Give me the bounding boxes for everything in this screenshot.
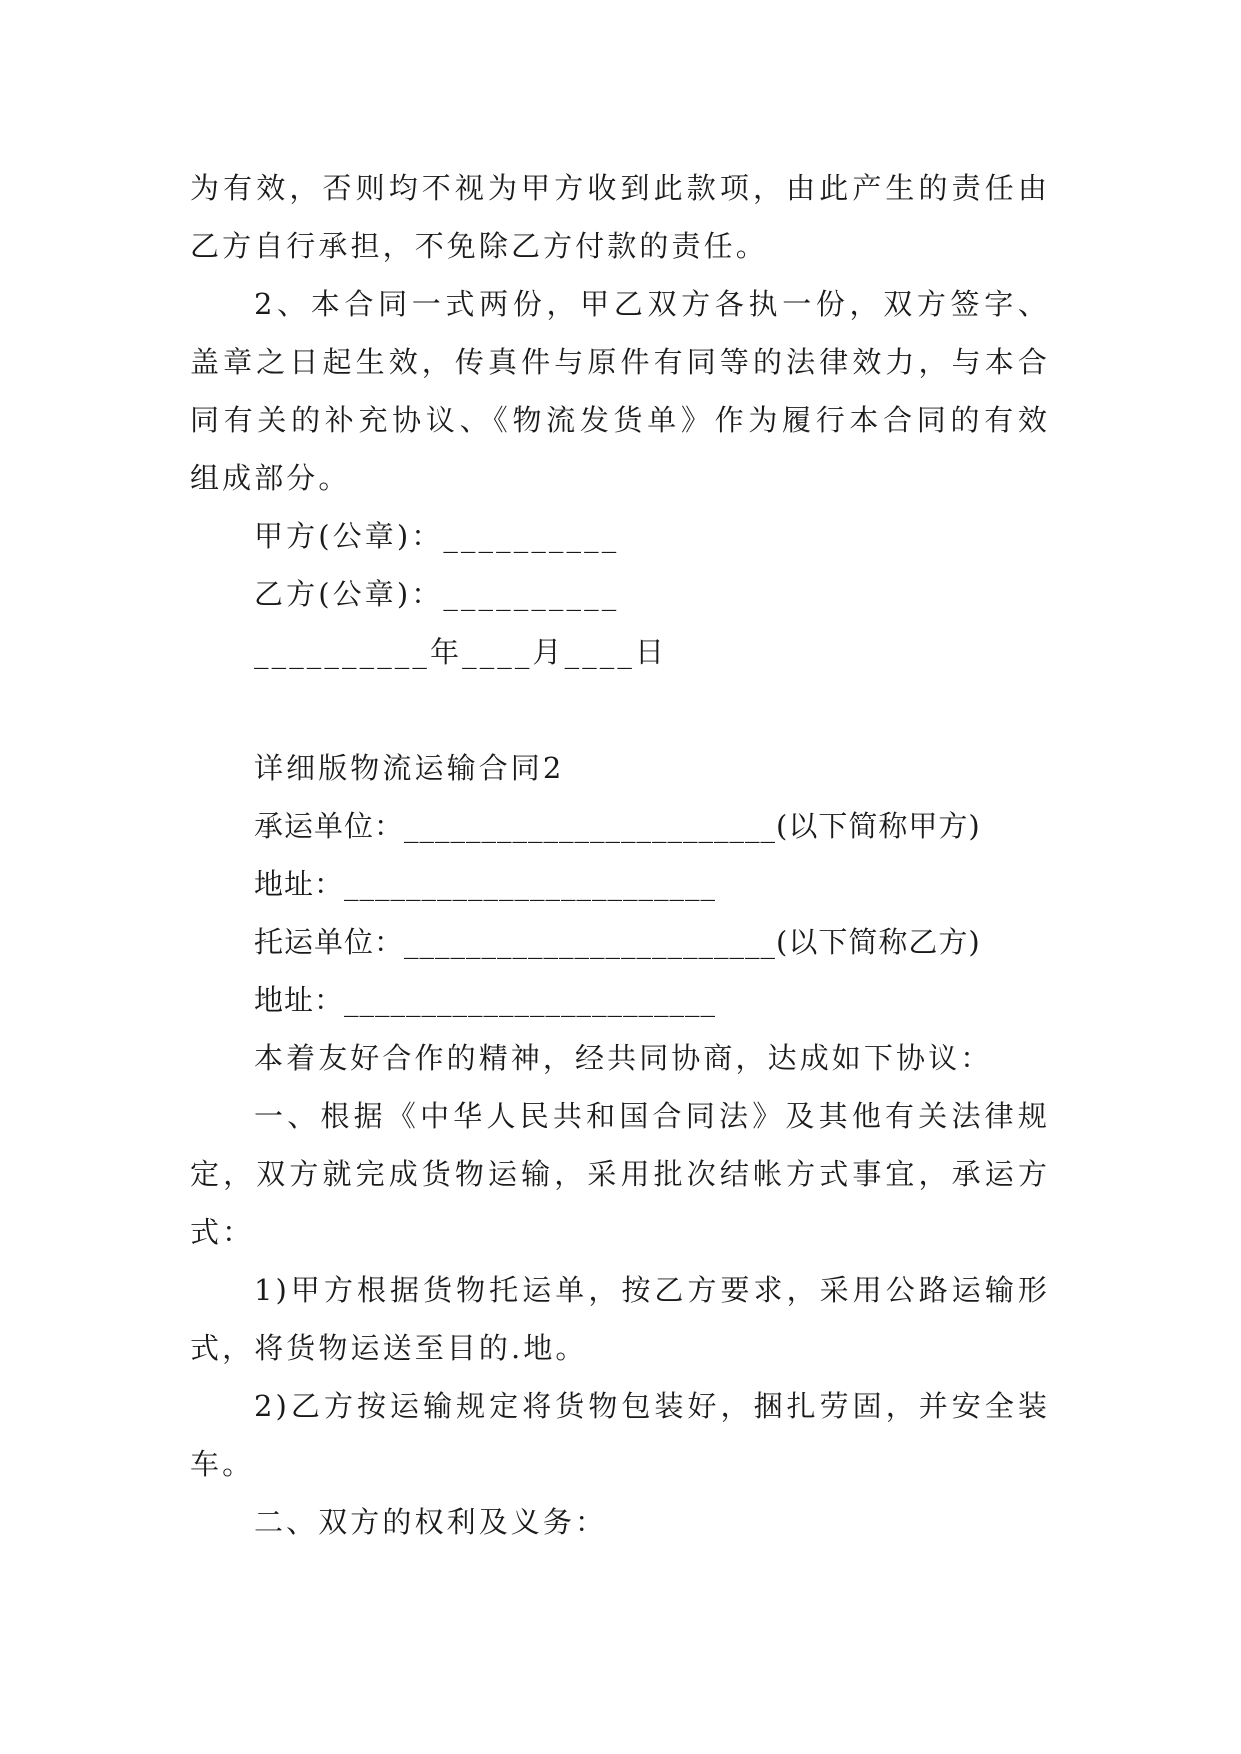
carrier-address-field: 地址：________________________ (254, 867, 717, 901)
paragraph-line: 盖章之日起生效，传真件与原件有同等的法律效力，与本合 (190, 345, 1050, 379)
paragraph-line: 同有关的补充协议、《物流发货单》作为履行本合同的有效 (190, 403, 1050, 437)
paragraph-line: 1)甲方根据货物托运单，按乙方要求，采用公路运输形 (254, 1273, 1050, 1307)
paragraph-line: 式： (190, 1215, 255, 1249)
paragraph-line: 乙方自行承担，不免除乙方付款的责任。 (190, 229, 768, 263)
section-heading: 二、双方的权利及义务： (254, 1505, 608, 1539)
shipper-address-field: 地址：________________________ (254, 983, 717, 1017)
paragraph-line: 式，将货物运送至目的.地。 (190, 1331, 588, 1365)
shipper-unit-field: 托运单位：________________________(以下简称乙方) (254, 925, 981, 959)
paragraph-line: 一、根据《中华人民共和国合同法》及其他有关法律规 (254, 1099, 1050, 1133)
paragraph-line: 2、本合同一式两份，甲乙双方各执一份，双方签字、 (254, 287, 1050, 321)
paragraph-line: 2)乙方按运输规定将货物包装好，捆扎劳固，并安全装 (254, 1389, 1050, 1423)
paragraph-line: 车。 (190, 1447, 255, 1481)
contract-title: 详细版物流运输合同2 (254, 751, 565, 785)
paragraph-line: 组成部分。 (190, 461, 351, 495)
paragraph-line: 为有效，否则均不视为甲方收到此款项，由此产生的责任由 (190, 171, 1050, 205)
signature-party-a: 甲方(公章)：__________ (254, 519, 620, 553)
paragraph-line: 定，双方就完成货物运输，采用批次结帐方式事宜，承运方 (190, 1157, 1050, 1191)
paragraph-line: 本着友好合作的精神，经共同协商，达成如下协议： (254, 1041, 993, 1075)
signature-date: __________年____月____日 (254, 635, 668, 669)
carrier-unit-field: 承运单位：________________________(以下简称甲方) (254, 809, 981, 843)
signature-party-b: 乙方(公章)：__________ (254, 577, 620, 611)
